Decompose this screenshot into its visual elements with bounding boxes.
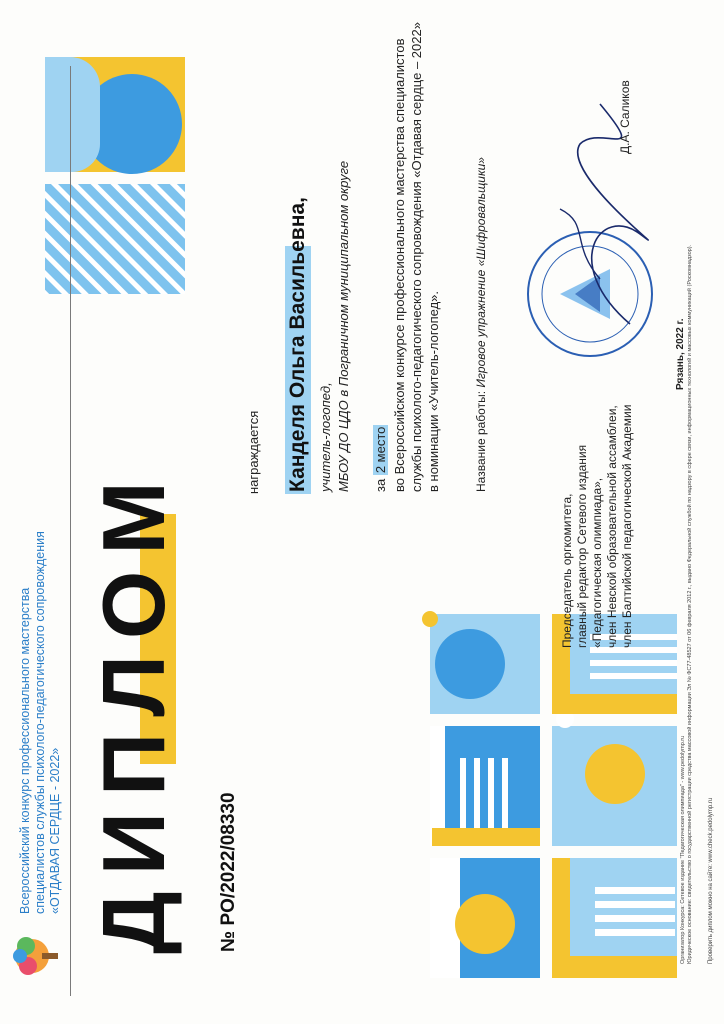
tile-left-circle <box>430 858 540 978</box>
divider <box>70 66 71 996</box>
diploma-number: № PO/2022/08330 <box>218 792 239 952</box>
recipient-name: Канделя Ольга Васильевна, <box>286 197 309 492</box>
chairman-line: Председатель оргкомитета, <box>560 493 574 648</box>
tile-mid-circle <box>552 710 677 846</box>
place-line <box>373 425 388 492</box>
place-value: 2 место <box>373 426 388 474</box>
footer-line: Юридическое основание: свидетельство о государственной регистрации средства массовой информации Эл № ФС77-48527 от 06 февраля 2012 г., выдано Федеральной службой по надзору в сфере связи, информационных технологий и массовых коммуникаций (Роскомнадзор). <box>687 244 693 964</box>
description-line: в номинации «Учитель-логопед». <box>426 291 441 492</box>
chairman-line: член Балтийской педагогической Академии <box>620 404 634 648</box>
work-value: Игровое упражнение «Шифровальщики» <box>474 157 488 388</box>
tile-mid-bars <box>430 726 540 846</box>
footer-line: Организатор Конкурса: Сетевое издание "Педагогическая олимпиада" - www.pedolymp.ru <box>680 735 686 964</box>
chairman-line: член Невской образовательной ассамблеи, <box>605 405 619 648</box>
tile-top-right-stripes <box>45 184 185 294</box>
tile-left-stripes <box>552 858 677 978</box>
diploma-title: ДИПЛОМ <box>84 465 183 954</box>
description-line: службы психолого-педагогического сопровождения «Отдавая сердце – 2022» <box>409 22 424 492</box>
contest-title-line: Всероссийский конкурс профессионального мастерства <box>18 587 32 914</box>
contest-title-line: «ОТДАВАЯ СЕРДЦЕ - 2022» <box>48 747 62 914</box>
tile-right-circle <box>422 611 540 714</box>
signer-name: Д.А. Саликов <box>618 80 632 154</box>
verify-link[interactable]: Проверить диплом можно на сайте: www.check.pedolymp.ru <box>708 797 714 964</box>
work-label: Название работы: <box>474 390 488 492</box>
contest-description <box>391 22 442 492</box>
description-line: во Всероссийском конкурсе профессионального мастерства специалистов <box>392 38 407 492</box>
contest-title-line: специалистов службы психолого-педагогического сопровождения <box>33 531 47 914</box>
city-year: Рязань, 2022 г. <box>675 318 686 390</box>
footer-legal <box>680 4 694 964</box>
recipient-organization: МБОУ ДО ЦДО в Пограничном муниципальном округе <box>336 160 351 492</box>
recipient-position: учитель-логопед, <box>318 382 333 492</box>
chairman-line: «Педагогическая олимпиада», <box>590 477 604 648</box>
stamp <box>528 232 652 356</box>
tree-logo-icon <box>12 928 62 984</box>
chairman-line: главный редактор Сетевого издания <box>575 444 589 648</box>
tile-top-right-circle <box>45 57 185 174</box>
contest-title <box>18 531 63 914</box>
place-prefix: за <box>373 478 388 492</box>
work-title <box>474 157 488 492</box>
chairman-block <box>560 405 635 648</box>
awarded-label: награждается <box>246 410 261 494</box>
